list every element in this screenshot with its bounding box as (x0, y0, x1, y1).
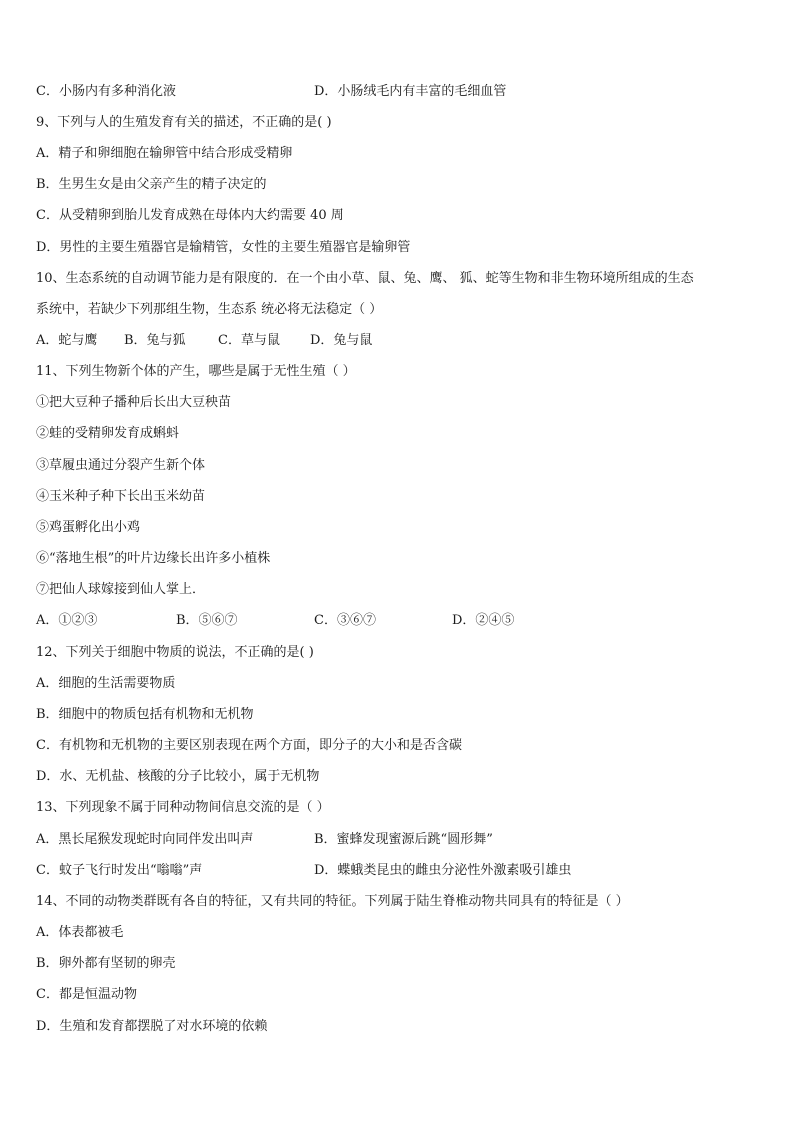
q13-option-b: B．蜜蜂发现蜜源后跳“圆形舞” (314, 832, 493, 847)
q10-stem-line1: 10、生态系统的自动调节能力是有限度的．在一个由小草、鼠、兔、鹰、 狐、蛇等生物和非生物环境所组成的生态 (36, 271, 694, 286)
q10-option-d: D．兔与鼠 (310, 333, 373, 348)
q11-item-5: ⑤鸡蛋孵化出小鸡 (36, 520, 141, 535)
q9-option-b: B．生男生女是由父亲产生的精子决定的 (36, 177, 267, 192)
q13-option-c: C．蚊子飞行时发出“嗡嗡”声 (36, 863, 203, 878)
q14-option-d: D．生殖和发育都摆脱了对水环境的依赖 (36, 1019, 268, 1034)
q14-option-c: C．都是恒温动物 (36, 987, 137, 1002)
q13-option-a: A．黑长尾猴发现蛇时向同伴发出叫声 (36, 832, 254, 847)
q12-option-b: B．细胞中的物质包括有机物和无机物 (36, 707, 254, 722)
q11-item-1: ①把大豆种子播种后长出大豆秧苗 (36, 395, 232, 410)
q12-option-d: D．水、无机盐、核酸的分子比较小，属于无机物 (36, 769, 320, 784)
q11-option-a: A．①②③ (36, 613, 98, 628)
q13-option-d: D．蝶蛾类昆虫的雌虫分泌性外激素吸引雄虫 (314, 863, 572, 878)
q9-stem: 9、下列与人的生殖发育有关的描述，不正确的是( ) (36, 115, 332, 130)
q11-option-b: B．⑤⑥⑦ (176, 613, 238, 628)
q8-option-d: D．小肠绒毛内有丰富的毛细血管 (314, 84, 507, 99)
q12-option-a: A．细胞的生活需要物质 (36, 676, 176, 691)
q8-option-c: C．小肠内有多种消化液 (36, 84, 176, 99)
q10-option-a: A．蛇与鹰 (36, 333, 98, 348)
q10-option-b: B．兔与狐 (124, 333, 186, 348)
q11-option-d: D．②④⑤ (452, 613, 515, 628)
q11-item-7: ⑦把仙人球嫁接到仙人掌上． (36, 582, 206, 597)
q9-option-c: C．从受精卵到胎儿发育成熟在母体内大约需要 40 周 (36, 208, 344, 223)
q11-stem: 11、下列生物新个体的产生，哪些是属于无性生殖（ ） (36, 364, 356, 379)
q9-option-a: A．精子和卵细胞在输卵管中结合形成受精卵 (36, 146, 293, 161)
q12-option-c: C．有机物和无机物的主要区别表现在两个方面，即分子的大小和是否含碳 (36, 738, 462, 753)
q11-item-2: ②蛙的受精卵发育成蝌蚪 (36, 426, 180, 441)
q11-option-c: C．③⑥⑦ (314, 613, 376, 628)
q11-item-3: ③草履虫通过分裂产生新个体 (36, 458, 206, 473)
q10-stem-line2: 系统中，若缺少下列那组生物，生态系 统必将无法稳定（ ） (36, 302, 383, 317)
q9-option-d: D．男性的主要生殖器官是输精管，女性的主要生殖器官是输卵管 (36, 240, 411, 255)
q12-stem: 12、下列关于细胞中物质的说法，不正确的是( ) (36, 645, 314, 660)
q11-item-6: ⑥“落地生根”的叶片边缘长出许多小植株 (36, 551, 271, 566)
q10-option-c: C．草与鼠 (218, 333, 280, 348)
q13-stem: 13、下列现象不属于同种动物间信息交流的是（ ） (36, 800, 330, 815)
q11-item-4: ④玉米种子种下长出玉米幼苗 (36, 489, 206, 504)
q14-option-a: A．体表都被毛 (36, 925, 124, 940)
q14-option-b: B．卵外都有坚韧的卵壳 (36, 956, 176, 971)
q14-stem: 14、不同的动物类群既有各自的特征，又有共同的特征。下列属于陆生脊椎动物共同具有的特征是（ ） (36, 894, 629, 909)
